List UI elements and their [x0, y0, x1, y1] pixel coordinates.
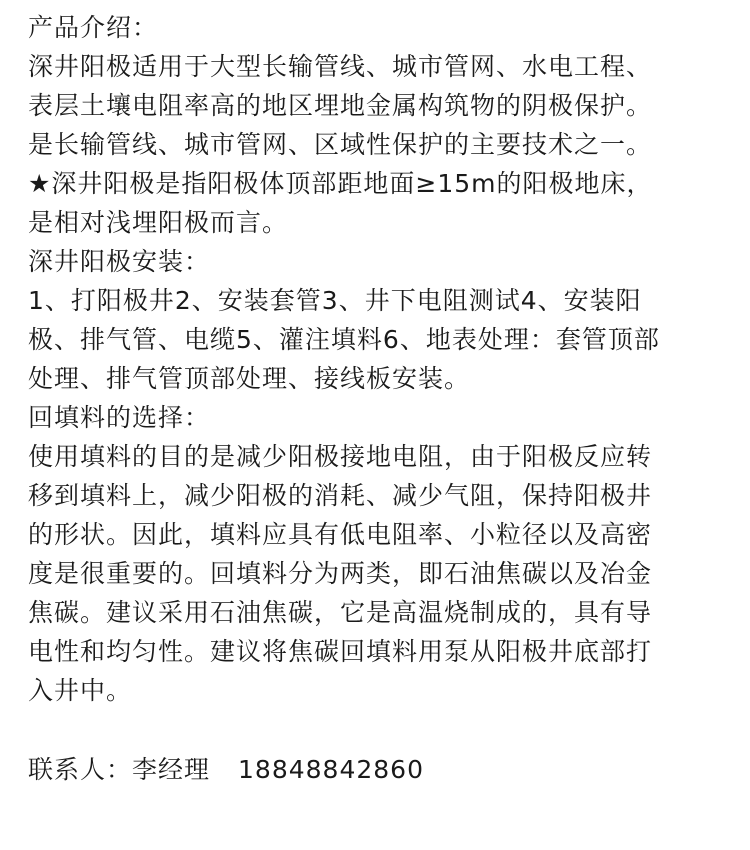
- intro-line: 表层土壤电阻率高的地区埋地金属构筑物的阴极保护。: [28, 91, 653, 120]
- install-section: [28, 242, 740, 398]
- contact-line: [28, 750, 740, 789]
- spacer: [28, 710, 740, 749]
- backfill-line: 移到填料上，减少阳极的消耗、减少气阻，保持阳极井: [28, 481, 653, 510]
- backfill-line: 使用填料的目的是减少阳极接地电阻，由于阳极反应转: [28, 442, 653, 471]
- contact-phone: 18848842860: [238, 755, 424, 784]
- install-line: 1、打阳极井2、安装套管3、井下电阻测试4、安装阳: [28, 286, 642, 315]
- backfill-line: 的形状。因此，填料应具有低电阻率、小粒径以及高密: [28, 520, 653, 549]
- install-heading: 深井阳极安装：: [28, 247, 211, 276]
- backfill-line: 入井中。: [28, 676, 133, 705]
- intro-line: 深井阳极适用于大型长输管线、城市管网、水电工程、: [28, 52, 653, 81]
- intro-line: 是长输管线、城市管网、区域性保护的主要技术之一。: [28, 130, 653, 159]
- backfill-heading: 回填料的选择：: [28, 403, 211, 432]
- intro-section: [28, 8, 740, 242]
- backfill-line: 度是很重要的。回填料分为两类，即石油焦碳以及冶金: [28, 559, 653, 588]
- backfill-section: [28, 398, 740, 710]
- install-line: 处理、排气管顶部处理、接线板安装。: [28, 364, 471, 393]
- intro-heading: 产品介绍：: [28, 13, 159, 42]
- contact-label: 联系人：李经理: [28, 755, 211, 784]
- intro-line: ★深井阳极是指阳极体顶部距地面≥15m的阳极地床，: [28, 169, 653, 198]
- intro-line: 是相对浅埋阳极而言。: [28, 208, 289, 237]
- product-document: [28, 8, 740, 789]
- install-line: 极、排气管、电缆5、灌注填料6、地表处理：套管顶部: [28, 325, 660, 354]
- backfill-line: 焦碳。建议采用石油焦碳，它是高温烧制成的，具有导: [28, 598, 653, 627]
- backfill-line: 电性和均匀性。建议将焦碳回填料用泵从阳极井底部打: [28, 637, 653, 666]
